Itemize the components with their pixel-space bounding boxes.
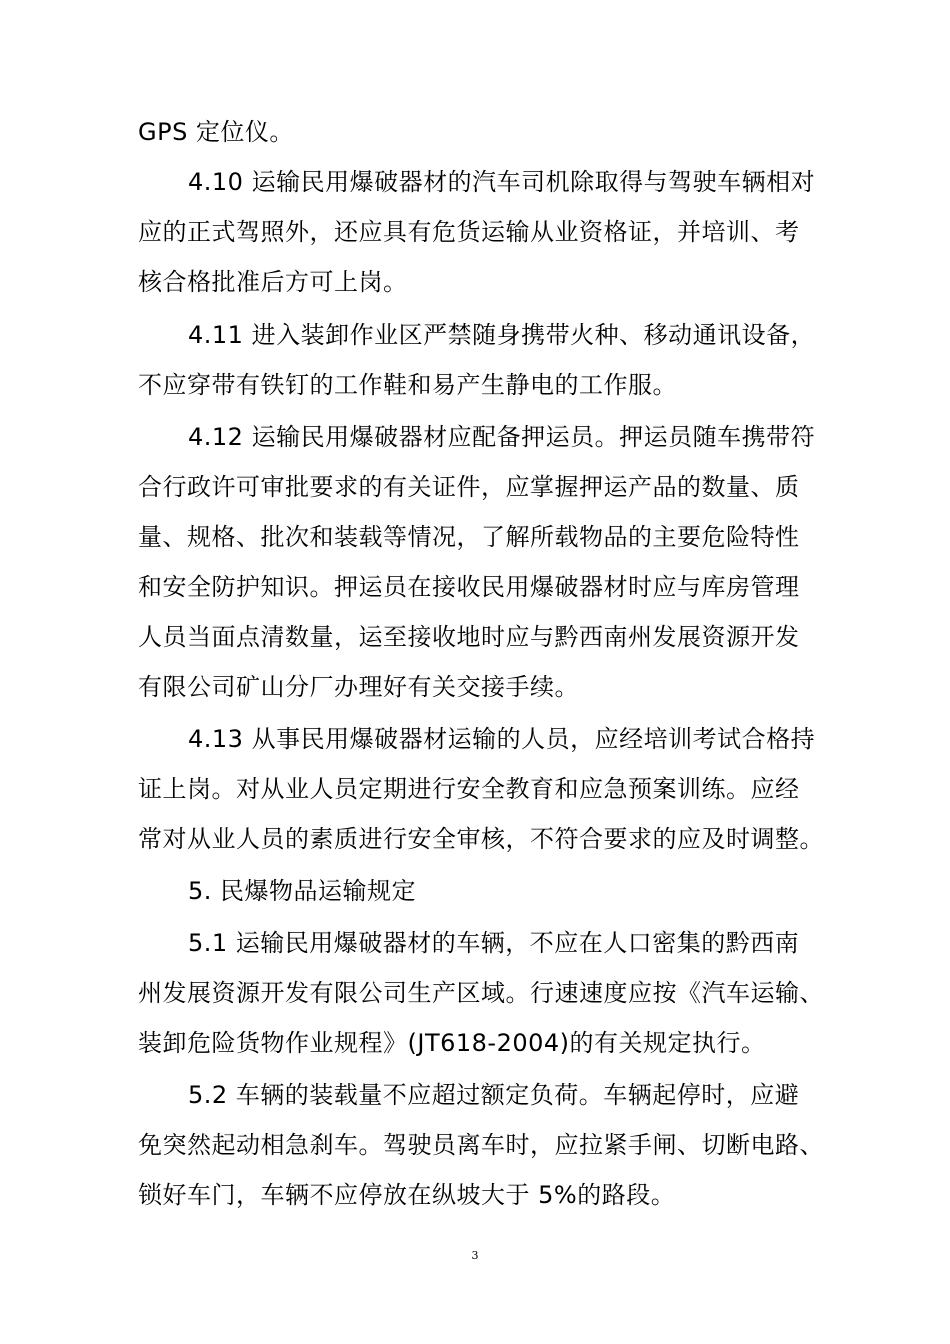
text-line: 量、规格、批次和装载等情况，了解所载物品的主要危险特性 (138, 523, 800, 551)
text-line: 5.1 运输民用爆破器材的车辆，不应在人口密集的黔西南 (188, 929, 800, 957)
text-line: 免突然起动相急刹车。驾驶员离车时，应拉紧手闸、切断电路、 (138, 1131, 824, 1159)
text-line: 4.12 运输民用爆破器材应配备押运员。押运员随车携带符 (188, 423, 816, 451)
text-line: 4.10 运输民用爆破器材的汽车司机除取得与驾驶车辆相对 (188, 168, 816, 196)
text-line: 4.13 从事民用爆破器材运输的人员，应经培训考试合格持 (188, 725, 816, 753)
text-line: 和安全防护知识。押运员在接收民用爆破器材时应与库房管理 (138, 573, 800, 601)
text-line: 州发展资源开发有限公司生产区域。行速速度应按《汽车运输、 (138, 979, 824, 1007)
text-line: 不应穿带有铁钉的工作鞋和易产生静电的工作服。 (138, 371, 677, 399)
page-number: 3 (471, 1249, 479, 1262)
section-heading: 5. 民爆物品运输规定 (188, 877, 417, 905)
text-line: 合行政许可审批要求的有关证件，应掌握押运产品的数量、质 (138, 473, 800, 501)
text-line: 应的正式驾照外，还应具有危货运输从业资格证，并培训、考 (138, 218, 800, 246)
text-line: 常对从业人员的素质进行安全审核，不符合要求的应及时调整。 (138, 825, 824, 853)
text-line: 锁好车门，车辆不应停放在纵坡大于 5%的路段。 (138, 1181, 676, 1209)
text-line: 装卸危险货物作业规程》(JT618-2004)的有关规定执行。 (138, 1029, 766, 1057)
text-line: GPS 定位仪。 (138, 118, 294, 146)
text-line: 5.2 车辆的装载量不应超过额定负荷。车辆起停时，应避 (188, 1081, 800, 1109)
text-line: 核合格批准后方可上岗。 (138, 268, 408, 296)
text-line: 证上岗。对从业人员定期进行安全教育和应急预案训练。应经 (138, 775, 800, 803)
text-line: 有限公司矿山分厂办理好有关交接手续。 (138, 673, 579, 701)
text-line: 4.11 进入装卸作业区严禁随身携带火种、移动通讯设备， (188, 321, 816, 349)
text-line: 人员当面点清数量，运至接收地时应与黔西南州发展资源开发 (138, 623, 800, 651)
